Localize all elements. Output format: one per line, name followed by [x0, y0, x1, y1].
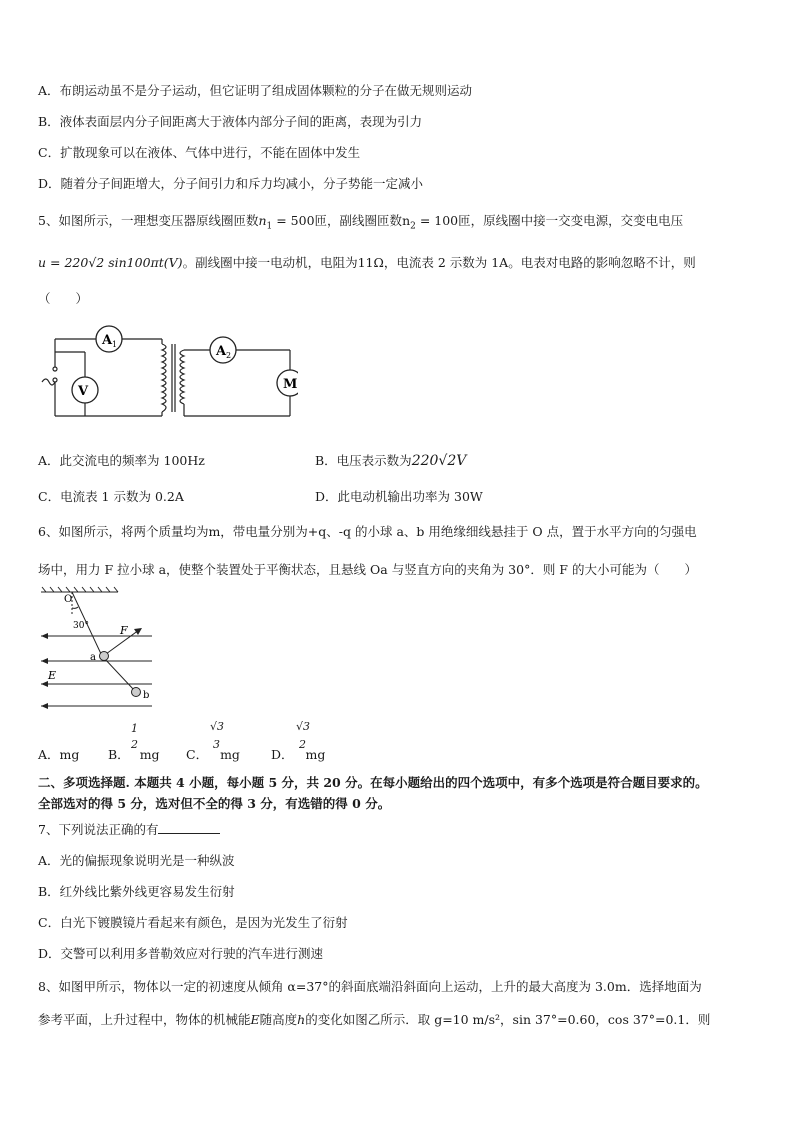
- q6-option-c-numerator: √3: [210, 720, 225, 733]
- angle-30-label: 30°: [73, 621, 89, 631]
- q6-option-d-numerator: √3: [296, 720, 311, 733]
- q6-option-c: C． mg: [186, 747, 240, 762]
- ammeter-2-subscript: 2: [226, 351, 232, 360]
- ball-b-label: b: [143, 690, 150, 701]
- q7-answer-blank: [158, 821, 220, 834]
- voltmeter-label: V: [78, 384, 89, 399]
- q5-answer-bracket: （ ）: [38, 291, 89, 306]
- pivot-o-label: O: [64, 594, 73, 605]
- electric-field-pendulum-diagram: [38, 586, 158, 714]
- energy-symbol: E: [250, 1012, 260, 1027]
- section2-heading-line2: 全部选对的得 5 分，选对但不全的得 3 分，有选错的得 0 分。: [38, 796, 391, 811]
- n1-symbol: n: [258, 213, 267, 228]
- q5-option-d: D．此电动机输出功率为 30W: [315, 489, 483, 504]
- q5-option-a: A．此交流电的频率为 100Hz: [38, 453, 205, 468]
- ammeter-1-label: A: [102, 333, 113, 348]
- q7-option-c: C．白光下镀膜镜片看起来有颜色，是因为光发生了衍射: [38, 915, 348, 930]
- q6-option-d-denominator: 2: [299, 738, 306, 751]
- q7-option-d: D．交警可以利用多普勒效应对行驶的汽车进行测速: [38, 946, 324, 961]
- q5-stem-line2: u = 220√2 sin100πt(V)。副线圈中接一电动机，电阻为11Ω，电流表 2 示数为 1A。电表对电路的影响忽略不计，则: [38, 255, 696, 270]
- q6-option-b-denominator: 2: [131, 738, 138, 751]
- q5-option-c: C．电流表 1 示数为 0.2A: [38, 489, 184, 504]
- motor-label: M: [283, 377, 298, 392]
- ball-a-label: a: [90, 652, 96, 663]
- ammeter-2-label: A: [216, 344, 227, 359]
- ammeter-1-subscript: 1: [112, 340, 118, 349]
- height-symbol: h: [297, 1012, 306, 1027]
- voltage-formula: u = 220√2 sin100πt(V): [38, 255, 183, 270]
- q4-option-c: C．扩散现象可以在液体、气体中进行，不能在固体中发生: [38, 145, 361, 160]
- q7-option-a: A．光的偏振现象说明光是一种纵波: [38, 853, 235, 868]
- q5-option-b-value: 220√2V: [411, 453, 467, 469]
- q6-option-d: D． mg: [271, 747, 326, 762]
- field-e-label: E: [48, 669, 57, 682]
- q4-option-d: D．随着分子间距增大，分子间引力和斥力均减小，分子势能一定减小: [38, 176, 424, 191]
- section2-heading-line1: 二、多项选择题. 本题共 4 小题，每小题 5 分，共 20 分。在每小题给出的四个选项中，有多个选项是符合题目要求的。: [38, 775, 708, 790]
- force-f-label: F: [120, 624, 128, 637]
- q5-stem-line1: 5、如图所示，一理想变压器原线圈匝数$n_1 = 500$匝，副线圈匝数$n_2 = 100$匝，原线圈中接一交变电源，交变电电压: [38, 213, 684, 232]
- q6-option-c-denominator: 3: [213, 738, 220, 751]
- q4-option-a: A．布朗运动虽不是分子运动，但它证明了组成固体颗粒的分子在做无规则运动: [38, 83, 473, 98]
- n2-symbol: n: [402, 213, 411, 228]
- q8-stem-line1: 8、如图甲所示，物体以一定的初速度从倾角 α=37°的斜面底端沿斜面向上运动，上升的最大高度为 3.0m．选择地面为: [38, 979, 702, 994]
- transformer-circuit-diagram: [38, 322, 298, 422]
- q6-option-b-numerator: 1: [131, 722, 138, 735]
- resistance-value: 11Ω: [357, 255, 384, 270]
- q6-stem-line1: 6、如图所示，将两个质量均为m，带电量分别为+q、-q 的小球 a、b 用绝缘细线悬挂于 O 点，置于水平方向的匀强电: [38, 524, 697, 539]
- q8-stem-line2: 参考平面，上升过程中，物体的机械能E随高度h的变化如图乙所示．取 g=10 m/s²，sin 37°=0.60，cos 37°=0.1．则: [38, 1012, 711, 1027]
- q4-option-b: B．液体表面层内分子间距离大于液体内部分子间的距离，表现为引力: [38, 114, 423, 129]
- q5-option-b: B．电压表示数为220√2V: [315, 453, 467, 469]
- q6-option-b: B． mg: [108, 747, 160, 762]
- q6-option-a: A．mg: [38, 747, 80, 762]
- q7-option-b: B．红外线比紫外线更容易发生衍射: [38, 884, 235, 899]
- q6-stem-line2: 场中，用力 F 拉小球 a，使整个装置处于平衡状态，且悬线 Oa 与竖直方向的夹角为 30°．则 F 的大小可能为（ ）: [38, 562, 697, 577]
- q7-stem: 7、下列说法正确的有: [38, 821, 220, 839]
